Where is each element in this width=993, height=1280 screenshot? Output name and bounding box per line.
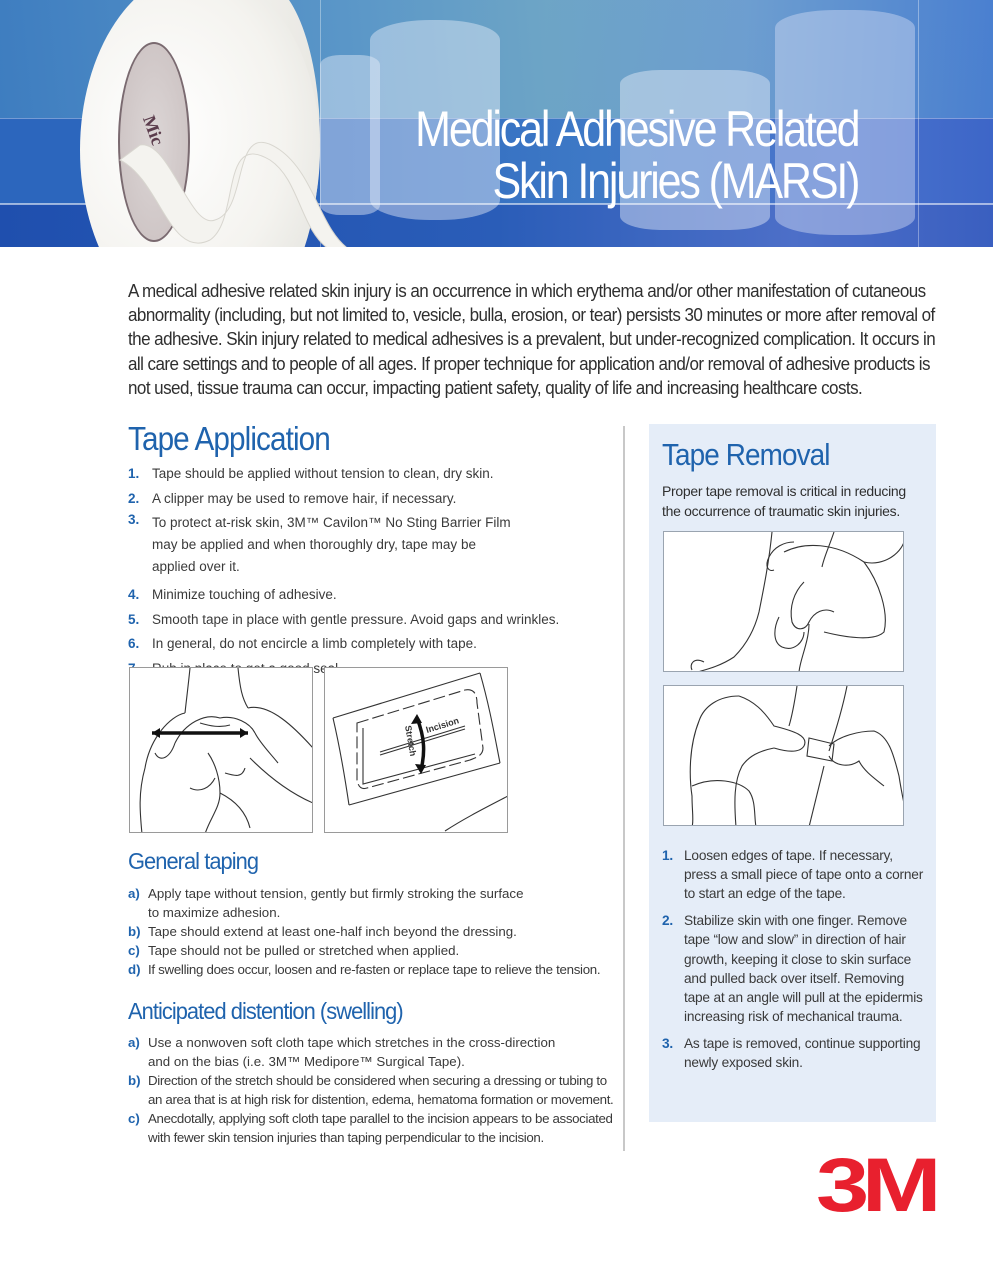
item-text: Tape should be applied without tension to clean, dry skin.: [152, 466, 494, 481]
list-item: [662, 1034, 927, 1072]
list-item: [128, 960, 618, 979]
item-text: A clipper may be used to remove hair, if necessary.: [152, 490, 457, 506]
tape-application-list: [128, 466, 608, 686]
item-text: In general, do not encircle a limb completely with tape.: [152, 636, 477, 652]
list-item: [128, 612, 608, 628]
item-text: As tape is removed, continue supporting newly exposed skin.: [684, 1035, 921, 1071]
item-text: Smooth tape in place with gentle pressure. Avoid gaps and wrinkles.: [152, 611, 560, 627]
general-taping-list: [128, 884, 618, 979]
item-text: Apply tape without tension, gently but firmly stroking the surface to maximize adhesion.: [148, 886, 524, 920]
item-number: 3.: [128, 512, 140, 528]
page-title-line-1: Medical Adhesive Related: [414, 101, 858, 157]
tape-removal-illustration-1: [663, 531, 904, 672]
tape-application-heading: Tape Application: [128, 420, 330, 457]
page-title-line-2: Skin Injuries (MARSI): [492, 153, 858, 209]
anticipated-distention-heading: Anticipated distention (swelling): [128, 998, 403, 1024]
item-text: To protect at-risk skin, 3M™ Cavilon™ No Sting Barrier Film may be applied and when thoroughly dry, tape may be applied over it.: [152, 515, 511, 575]
item-number: 5.: [128, 611, 140, 627]
column-divider: [623, 426, 625, 1151]
intro-paragraph: A medical adhesive related skin injury is an occurrence in which erythema and/or other manifestation of cutaneous abnormality (including, but not limited to, vesicle, bulla, erosion, or tear) persists 30 minutes or more after removal of the adhesive. Skin injury related to medical adhesives is a prevalent, but under-recognized complication. It occurs in all care settings and to people of all ages. If proper technique for application and/or removal of adhesive products is not used, tissue trauma can occur, impacting patient safety, quality of life and increasing healthcare costs.: [128, 280, 936, 398]
item-text: Direction of the stretch should be considered when securing a dressing or tubing to an area that is at high risk for distention, edema, hematoma formation or movement.: [148, 1073, 614, 1107]
stretch-label: Stretch: [403, 724, 419, 757]
3m-logo-text: 3M: [816, 1153, 936, 1215]
incision-label: Incision: [424, 715, 461, 735]
incision-dressing-drawing: [325, 668, 508, 833]
incision-stretch-illustration: [324, 667, 508, 833]
page-title: [415, 103, 858, 207]
tape-removal-list: [662, 846, 927, 1080]
general-taping-heading: General taping: [128, 848, 259, 874]
list-item: [128, 1033, 618, 1071]
list-item: [662, 846, 927, 904]
item-text: Loosen edges of tape. If necessary, press a small piece of tape onto a corner to start an edge of the tape.: [684, 848, 924, 902]
tape-removal-subtitle: Proper tape removal is critical in reducing the occurrence of traumatic skin injuries.: [662, 483, 906, 519]
item-number: 2.: [128, 490, 140, 506]
list-item: [128, 922, 618, 941]
list-item: [128, 512, 608, 578]
item-text: Anecdotally, applying soft cloth tape parallel to the incision appears to be associated with fewer skin tension injuries than taping perpendicular to the incision.: [148, 1111, 613, 1145]
list-item: [128, 491, 608, 507]
item-letter: c): [128, 1111, 140, 1126]
item-text: Tape should extend at least one-half inch beyond the dressing.: [148, 924, 517, 939]
item-number: 4.: [128, 587, 140, 603]
anticipated-distention-list: [128, 1033, 618, 1147]
list-item: [662, 911, 927, 1026]
list-item: [128, 466, 608, 482]
hero-divider: [918, 0, 919, 247]
hands-tape-drawing: [130, 668, 313, 833]
hands-removing-tape-drawing: [664, 686, 904, 826]
item-text: Stabilize skin with one finger. Remove tape “low and slow” in direction of hair growth, keeping it close to skin surface and pulled back over itself. Removing tape at an angle will pull at the epidermis increasing risk of mechanical trauma.: [684, 913, 923, 1025]
tape-removal-illustration-2: [663, 685, 904, 826]
list-item: [128, 1109, 618, 1147]
item-number: 3.: [662, 1035, 674, 1051]
tape-application-illustration-hands: [129, 667, 313, 833]
item-letter: b): [128, 924, 141, 939]
item-letter: d): [128, 962, 141, 977]
list-item: [128, 1071, 618, 1109]
list-item: [128, 884, 618, 922]
hero-banner: [0, 0, 993, 247]
list-item: [128, 941, 618, 960]
item-number: 1.: [662, 848, 674, 863]
item-number: 6.: [128, 636, 140, 652]
tape-core-label: Mic: [138, 112, 168, 148]
tape-removal-heading: Tape Removal: [662, 437, 830, 472]
list-item: [128, 587, 608, 603]
item-letter: a): [128, 1035, 140, 1050]
item-text: Tape should not be pulled or stretched when applied.: [148, 943, 460, 958]
item-number: 1.: [128, 466, 140, 481]
item-letter: c): [128, 943, 140, 958]
item-text: Use a nonwoven soft cloth tape which stretches in the cross-direction and on the bias (i.e. 3M™ Medipore™ Surgical Tape).: [148, 1035, 556, 1069]
item-letter: a): [128, 886, 140, 901]
tape-strip-image: [100, 120, 380, 247]
3m-logo: [816, 1153, 936, 1215]
item-letter: b): [128, 1073, 141, 1088]
item-number: 2.: [662, 913, 674, 929]
item-text: If swelling does occur, loosen and re-fasten or replace tape to relieve the tension.: [148, 962, 601, 977]
item-text: Minimize touching of adhesive.: [152, 587, 337, 603]
hand-loosening-tape-drawing: [664, 532, 904, 672]
list-item: [128, 636, 608, 652]
